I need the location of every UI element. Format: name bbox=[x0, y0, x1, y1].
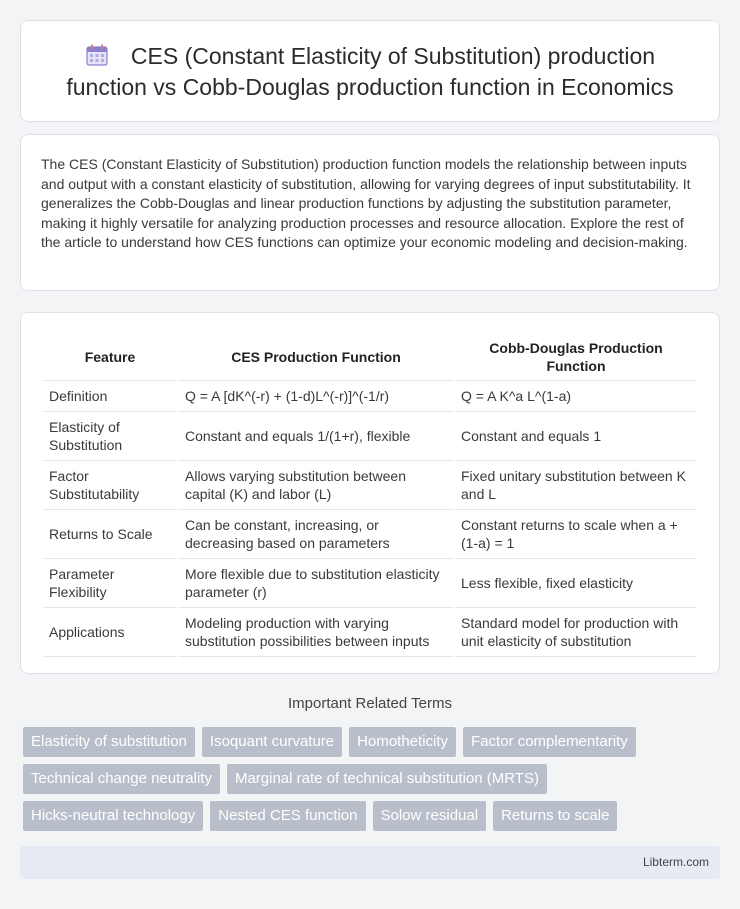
table-cell: More flexible due to substitution elasticity parameter (r) bbox=[179, 559, 453, 608]
table-cell: Modeling production with varying substitution possibilities between inputs bbox=[179, 608, 453, 657]
related-term-tag[interactable]: Hicks-neutral technology bbox=[23, 801, 203, 831]
intro-card bbox=[20, 134, 720, 291]
table-cell: Fixed unitary substitution between K and L bbox=[455, 461, 697, 510]
intro-paragraph: The CES (Constant Elasticity of Substitution) production function models the relationship between inputs and output with a constant elasticity of substitution, allowing for varying degrees of input substitutability. It generalizes the Cobb-Douglas and linear production functions by adjusting the substitution parameter, making it highly versatile for analyzing production processes and resource allocation. Explore the rest of the article to understand how CES functions can optimize your economic modeling and decision-making. bbox=[41, 156, 691, 251]
table-cell: Q = A K^a L^(1-a) bbox=[455, 381, 697, 412]
table-row bbox=[43, 559, 697, 608]
related-terms-list bbox=[23, 727, 723, 838]
table-row bbox=[43, 412, 697, 461]
calendar-icon bbox=[85, 43, 109, 73]
footer-brand-link[interactable]: Libterm.com bbox=[642, 855, 709, 869]
related-terms-heading: Important Related Terms bbox=[288, 695, 452, 712]
related-term-tag[interactable]: Returns to scale bbox=[493, 801, 617, 831]
footer-bar bbox=[20, 846, 720, 879]
related-term-tag[interactable]: Marginal rate of technical substitution (MRTS) bbox=[227, 764, 547, 794]
table-cell: Returns to Scale bbox=[43, 510, 177, 559]
table-row bbox=[43, 510, 697, 559]
related-term-tag[interactable]: Technical change neutrality bbox=[23, 764, 220, 794]
table-header-row bbox=[43, 333, 697, 381]
table-cell: Parameter Flexibility bbox=[43, 559, 177, 608]
table-cell: Allows varying substitution between capital (K) and labor (L) bbox=[179, 461, 453, 510]
related-term-tag[interactable]: Elasticity of substitution bbox=[23, 727, 195, 757]
table-cell: Definition bbox=[43, 381, 177, 412]
header-ces: CES Production Function bbox=[179, 333, 453, 381]
table-row bbox=[43, 461, 697, 510]
table-cell: Applications bbox=[43, 608, 177, 657]
table-cell: Can be constant, increasing, or decreasing based on parameters bbox=[179, 510, 453, 559]
page-title-text: CES (Constant Elasticity of Substitution) production function vs Cobb-Douglas production function in Economics bbox=[66, 42, 674, 100]
table-cell: Elasticity of Substitution bbox=[43, 412, 177, 461]
header-feature: Feature bbox=[43, 333, 177, 381]
header-cobb-douglas: Cobb-Douglas Production Function bbox=[455, 333, 697, 381]
table-cell: Constant returns to scale when a + (1-a) = 1 bbox=[455, 510, 697, 559]
related-term-tag[interactable]: Homotheticity bbox=[349, 727, 456, 757]
tag-row bbox=[23, 727, 723, 757]
title-card bbox=[20, 20, 720, 122]
table-cell: Q = A [dK^(-r) + (1-d)L^(-r)]^(-1/r) bbox=[179, 381, 453, 412]
related-term-tag[interactable]: Isoquant curvature bbox=[202, 727, 342, 757]
table-cell: Constant and equals 1/(1+r), flexible bbox=[179, 412, 453, 461]
table-row bbox=[43, 381, 697, 412]
related-term-tag[interactable]: Factor complementarity bbox=[463, 727, 636, 757]
tag-row bbox=[23, 801, 723, 831]
table-cell: Standard model for production with unit elasticity of substitution bbox=[455, 608, 697, 657]
comparison-table bbox=[41, 333, 699, 657]
table-row bbox=[43, 608, 697, 657]
table-cell: Less flexible, fixed elasticity bbox=[455, 559, 697, 608]
tag-row bbox=[23, 764, 723, 794]
page-title bbox=[66, 43, 673, 100]
table-cell: Constant and equals 1 bbox=[455, 412, 697, 461]
related-term-tag[interactable]: Nested CES function bbox=[210, 801, 365, 831]
comparison-table-card bbox=[20, 312, 720, 674]
related-term-tag[interactable]: Solow residual bbox=[373, 801, 487, 831]
table-cell: Factor Substitutability bbox=[43, 461, 177, 510]
